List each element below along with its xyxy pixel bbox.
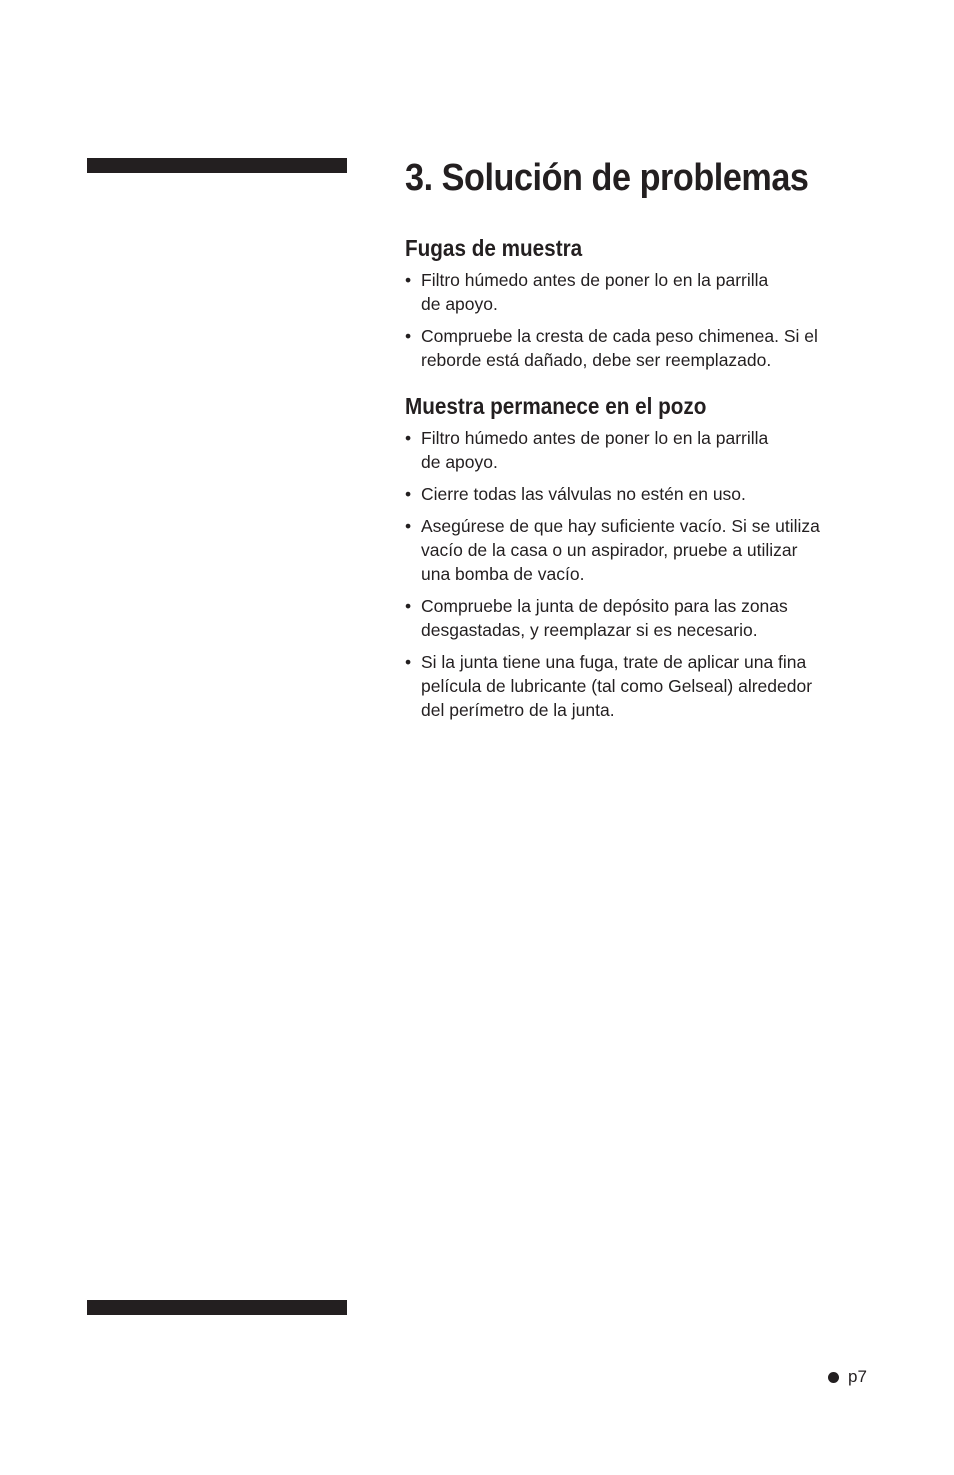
list-item: • Filtro húmedo antes de poner lo en la parrilla de apoyo. — [405, 426, 875, 474]
list-item: • Asegúrese de que hay suficiente vacío. Si se utiliza vacío de la casa o un aspirador, pruebe a utilizar una bomba de vacío. — [405, 514, 875, 586]
list-item: • Cierre todas las válvulas no estén en uso. — [405, 482, 875, 506]
section-heading: Muestra permanece en el pozo — [405, 393, 707, 419]
section-heading: Fugas de muestra — [405, 235, 583, 261]
page-number: p7 — [848, 1367, 867, 1386]
page-bullet-icon — [828, 1372, 839, 1383]
page-footer — [828, 1366, 867, 1388]
list-item: • Compruebe la junta de depósito para las zonas desgastadas, y reemplazar si es necesario. — [405, 594, 875, 642]
section-sample-leaks — [405, 234, 875, 372]
list-item: • Compruebe la cresta de cada peso chimenea. Si el reborde está dañado, debe ser reemplazado. — [405, 324, 875, 372]
bullet-list — [405, 268, 875, 372]
bottom-divider-bar — [87, 1300, 347, 1315]
list-item: • Filtro húmedo antes de poner lo en la parrilla de apoyo. — [405, 268, 875, 316]
list-item: • Si la junta tiene una fuga, trate de aplicar una fina película de lubricante (tal como Gelseal) alrededor del perímetro de la junta. — [405, 650, 875, 722]
bullet-list — [405, 426, 875, 722]
main-content — [405, 150, 875, 730]
page-title: 3. Solución de problemas — [405, 157, 809, 199]
section-sample-remains-in-well — [405, 392, 875, 722]
top-divider-bar — [87, 158, 347, 173]
